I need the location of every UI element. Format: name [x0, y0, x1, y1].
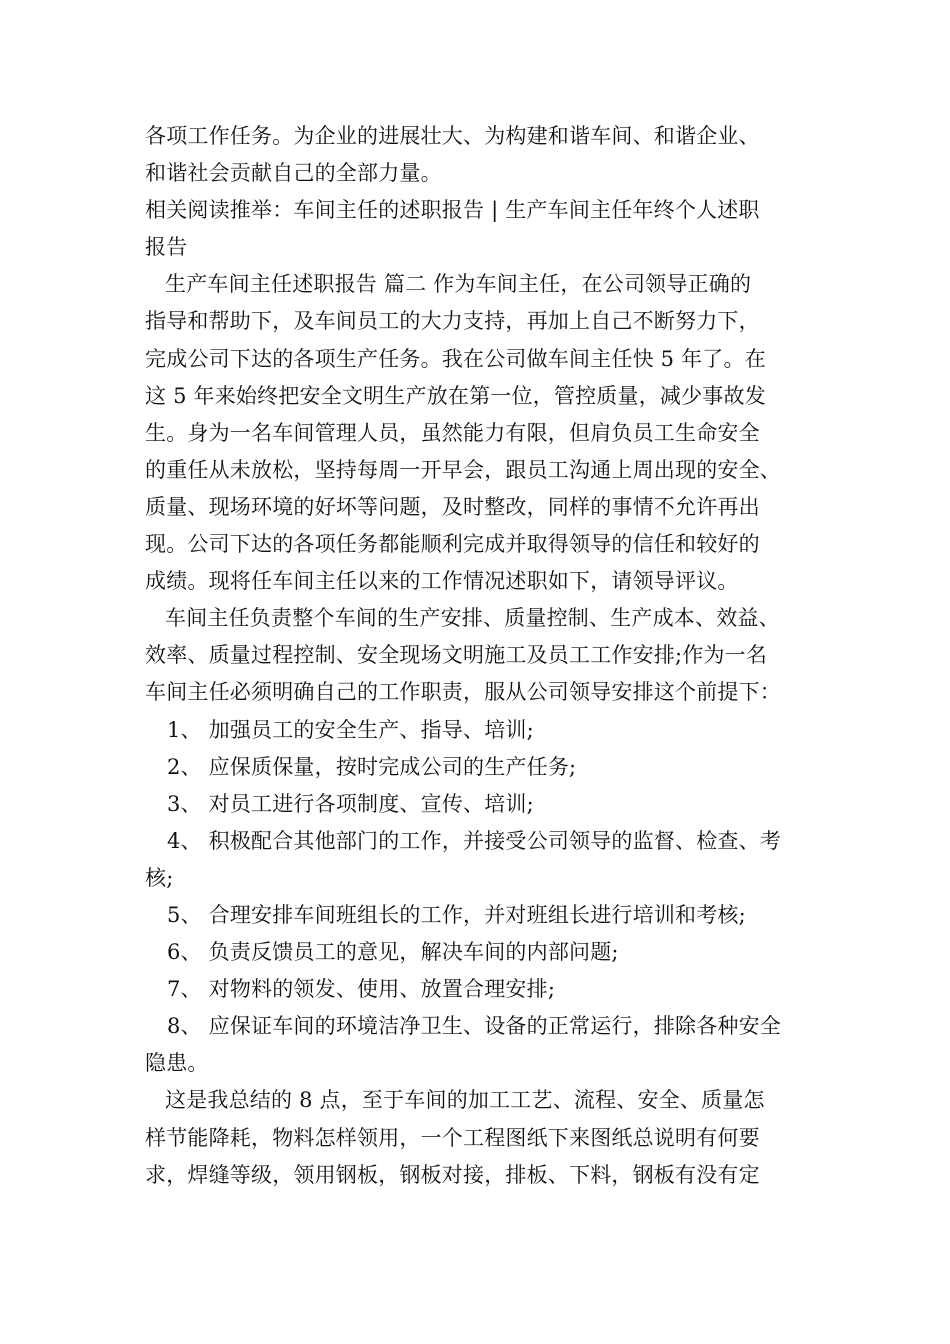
- text-line: 效率、质量过程控制、安全现场文明施工及员工工作安排;作为一名: [145, 643, 768, 668]
- text-line: 样节能降耗，物料怎样领用，一个工程图纸下来图纸总说明有何要: [145, 1125, 760, 1150]
- related-reading-line: 相关阅读推举：车间主任的述职报告 | 生产车间主任年终个人述职: [145, 198, 760, 223]
- related-reading-line: 报告: [145, 235, 188, 260]
- list-item: 2、 应保质保量，按时完成公司的生产任务;: [167, 754, 577, 779]
- text-line: 指导和帮助下，及车间员工的大力支持，再加上自己不断努力下，: [145, 309, 760, 334]
- list-item: 6、 负责反馈员工的意见，解决车间的内部问题;: [167, 940, 619, 965]
- text-line: 车间主任必须明确自己的工作职责，服从公司领导安排这个前提下：: [145, 680, 781, 705]
- list-item: 3、 对员工进行各项制度、宣传、培训;: [167, 791, 534, 816]
- text-line: 现。公司下达的各项任务都能顺利完成并取得领导的信任和较好的: [145, 532, 760, 557]
- document-body: [145, 118, 815, 1194]
- text-line: 的重任从未放松，坚持每周一开早会，跟员工沟通上周出现的安全、: [145, 457, 781, 482]
- list-item: 8、 应保证车间的环境洁净卫生、设备的正常运行，排除各种安全: [167, 1014, 782, 1039]
- list-item-continuation: 隐患。: [145, 1051, 209, 1076]
- list-item: 5、 合理安排车间班组长的工作，并对班组长进行培训和考核;: [167, 902, 746, 927]
- list-item: 1、 加强员工的安全生产、指导、培训;: [167, 717, 534, 742]
- list-item: 7、 对物料的领发、使用、放置合理安排;: [167, 977, 556, 1002]
- text-line: 车间主任负责整个车间的生产安排、质量控制、生产成本、效益、: [165, 606, 780, 631]
- text-line: 生。身为一名车间管理人员，虽然能力有限，但肩负员工生命安全: [145, 420, 760, 445]
- list-item-continuation: 核;: [145, 865, 174, 890]
- section-heading-line: 生产车间主任述职报告 篇二 作为车间主任，在公司领导正确的: [165, 272, 752, 297]
- text-line: 各项工作任务。为企业的进展壮大、为构建和谐车间、和谐企业、: [145, 124, 760, 148]
- text-line: 成绩。现将任车间主任以来的工作情况述职如下，请领导评议。: [145, 569, 739, 594]
- text-line: 这是我总结的 8 点，至于车间的加工工艺、流程、安全、质量怎: [165, 1088, 765, 1113]
- text-line: 完成公司下达的各项生产任务。我在公司做车间主任快 5 年了。在: [145, 346, 766, 371]
- text-line: 这 5 年来始终把安全文明生产放在第一位，管控质量，减少事故发: [145, 383, 766, 408]
- text-line: 质量、现场环境的好坏等问题，及时整改，同样的事情不允许再出: [145, 494, 760, 519]
- text-line: 求，焊缝等级，领用钢板，钢板对接，排板、下料，钢板有没有定: [145, 1162, 760, 1187]
- text-line: 和谐社会贡献自己的全部力量。: [145, 161, 442, 186]
- list-item: 4、 积极配合其他部门的工作，并接受公司领导的监督、检查、考: [167, 828, 782, 853]
